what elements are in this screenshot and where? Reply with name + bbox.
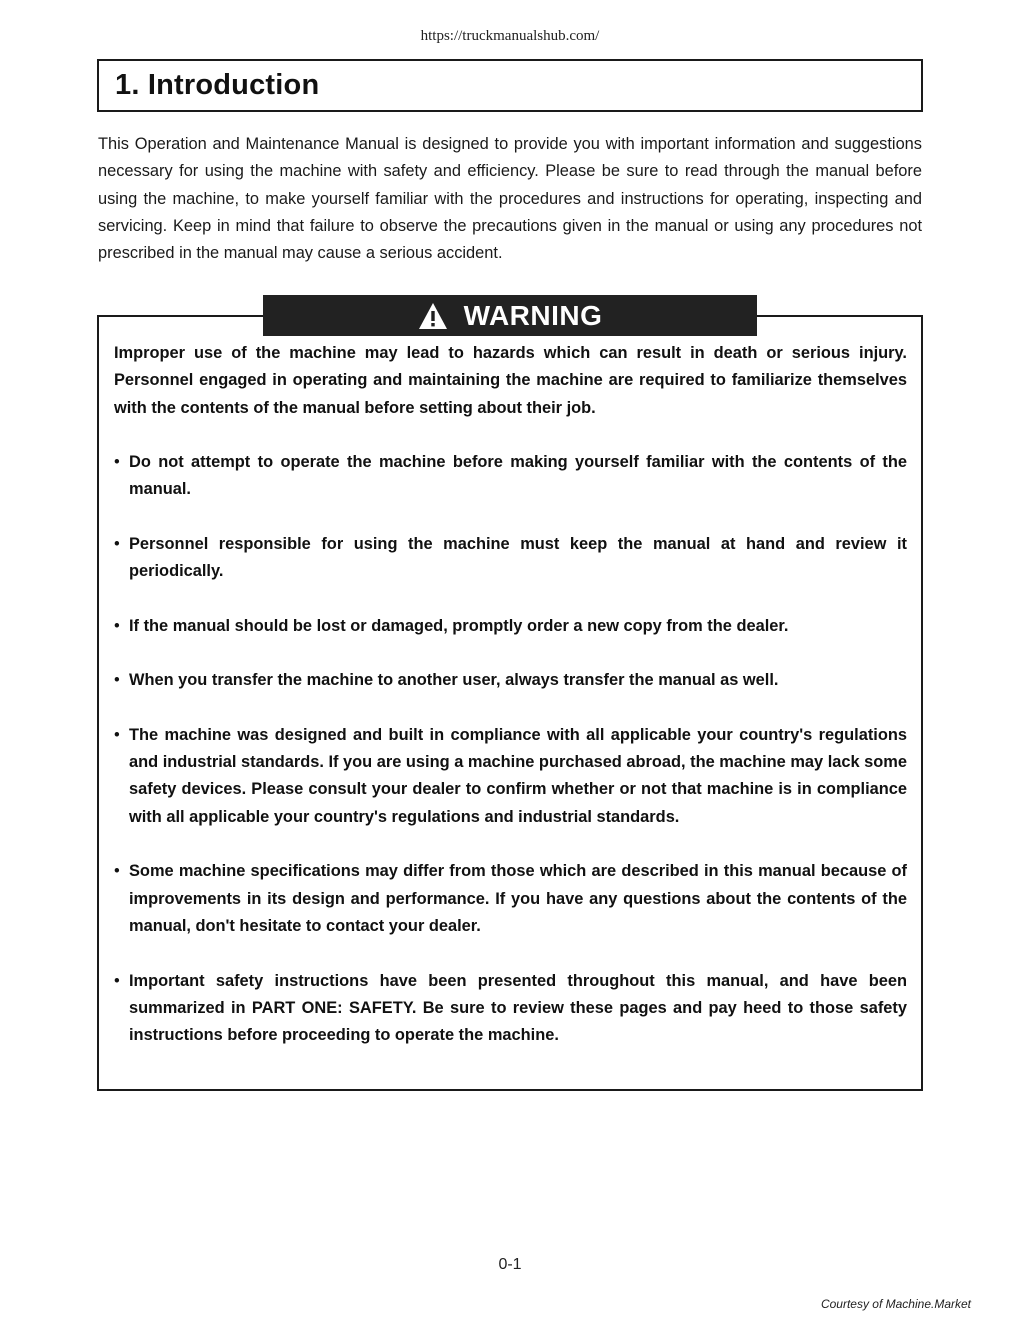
- warning-intro: Improper use of the machine may lead to hazards which can result in death or serious injury. Personnel engaged in operating and maintaining the machine are required to familiarize themselves with the contents of the manual before setting about their job.: [114, 344, 907, 417]
- list-item-text: Do not attempt to operate the machine before making yourself familiar with the contents of the manual.: [129, 452, 907, 499]
- list-item-text: Some machine specifications may differ from those which are described in this manual because of improvements in its design and performance. If you have any questions about the contents of the manual, don't hesitate to contact your dealer.: [129, 862, 907, 935]
- list-item: [114, 449, 907, 504]
- bullet-icon: •: [114, 452, 120, 471]
- section-title-box: [97, 59, 923, 112]
- warning-banner: [263, 295, 757, 336]
- section-title: 1. Introduction: [115, 69, 320, 101]
- list-item-text: The machine was designed and built in compliance with all applicable your country's regulations and industrial standards. If you are using a machine purchased abroad, the machine may lack some safety devices. Please consult your dealer to confirm whether or not that machine is in compliance with all applicable your country's regulations and industrial standards.: [129, 725, 907, 826]
- courtesy-note: Courtesy of Machine.Market: [820, 1297, 971, 1311]
- list-item: [114, 858, 907, 940]
- warning-triangle-icon: [418, 302, 448, 330]
- intro-paragraph: This Operation and Maintenance Manual is designed to provide you with important information and suggestions necessary for using the machine with safety and efficiency. Please be sure to read through the manual before using the machine, to make yourself familiar with the procedures and instructions for operating, inspecting and servicing. Keep in mind that failure to observe the precautions given in the manual or using any procedures not prescribed in the manual may cause a serious accident.: [98, 135, 922, 263]
- list-item-text: Important safety instructions have been presented throughout this manual, and have been summarized in PART ONE: SAFETY. Be sure to review these pages and pay heed to those safety instructions before proceeding to operate the machine.: [129, 971, 907, 1045]
- list-item: [114, 667, 907, 694]
- bullet-icon: •: [114, 725, 120, 744]
- list-item: [114, 722, 907, 831]
- list-item-text: When you transfer the machine to another user, always transfer the manual as well.: [129, 671, 779, 690]
- header-url[interactable]: https://truckmanualshub.com/: [420, 28, 600, 44]
- bullet-icon: •: [114, 534, 120, 553]
- bullet-icon: •: [114, 671, 120, 690]
- list-item-text: If the manual should be lost or damaged, promptly order a new copy from the dealer.: [129, 616, 789, 635]
- bullet-icon: •: [114, 616, 120, 635]
- list-item-text: Personnel responsible for using the machine must keep the manual at hand and review it periodically.: [129, 534, 907, 581]
- list-item: [114, 531, 907, 586]
- warning-title: WARNING: [463, 299, 603, 331]
- list-item: [114, 613, 907, 640]
- warning-bullet-list: [114, 449, 907, 1050]
- bullet-icon: •: [114, 971, 120, 990]
- page-number: 0-1: [498, 1256, 522, 1273]
- bullet-icon: •: [114, 862, 120, 881]
- list-item: [114, 968, 907, 1050]
- warning-content: [114, 340, 907, 1077]
